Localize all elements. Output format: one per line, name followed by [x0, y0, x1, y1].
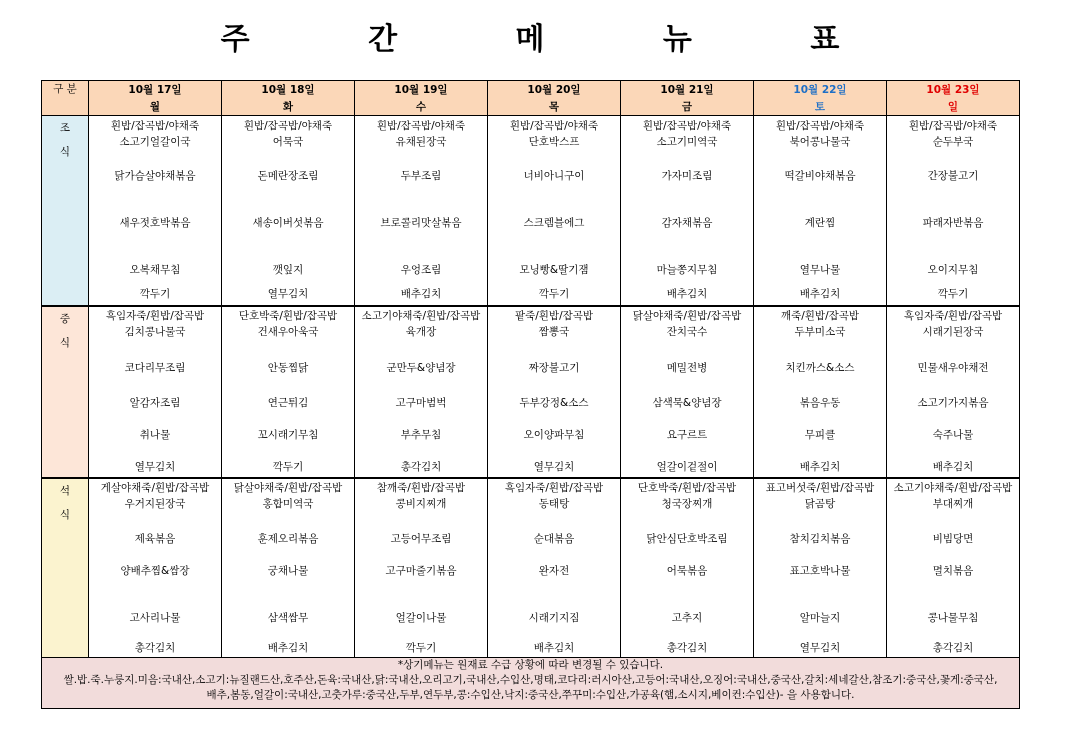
menu-item: 육개장 — [405, 326, 437, 338]
menu-item: 새우젓호박볶음 — [119, 217, 191, 229]
menu-item: 무피클 — [804, 429, 836, 441]
day-header — [222, 81, 355, 116]
menu-item: 소고기야채죽/흰밥/잡곡밥 — [361, 310, 481, 322]
menu-item: 너비아니구이 — [523, 170, 585, 182]
menu-item: 콩비지찌개 — [395, 498, 447, 510]
menu-item: 고추지 — [671, 612, 703, 624]
menu-item: 궁채나물 — [267, 565, 309, 577]
menu-item: 닭가슴살야채볶음 — [114, 170, 196, 182]
menu-item: 순두부국 — [932, 136, 974, 148]
menu-item: 닭곰탕 — [804, 498, 836, 510]
notice-line1: *상기메뉴는 원재료 수급 상황에 따라 변경될 수 있습니다. — [397, 659, 664, 671]
menu-item: 흰밥/잡곡밥/야채죽 — [642, 120, 732, 132]
menu-item: 총각김치 — [134, 642, 176, 654]
menu-cell — [887, 116, 1020, 307]
menu-item: 총각김치 — [400, 461, 442, 473]
menu-cell — [222, 116, 355, 307]
day-date: 10월 17일 — [128, 84, 182, 96]
menu-item: 두부강정&소스 — [519, 397, 589, 409]
menu-item: 얼갈이나물 — [395, 612, 447, 624]
notice-cell — [42, 658, 1020, 709]
notice-line3: 배추,봄동,얼갈이:국내산,고춧가루:중국산,두부,연두부,콩:수입산,낙지:중국산,쭈꾸미:수입산,가공육(햄,소시지,베이컨:수입산)- 을 사용합니다. — [206, 689, 855, 701]
menu-cell — [621, 478, 754, 658]
menu-item: 팥죽/흰밥/잡곡밥 — [514, 310, 594, 322]
menu-item: 참깨죽/흰밥/잡곡밥 — [376, 482, 466, 494]
menu-item: 열무김치 — [799, 642, 841, 654]
menu-item: 배추김치 — [799, 461, 841, 473]
menu-item: 열무김치 — [134, 461, 176, 473]
menu-item: 삼색쌈무 — [267, 612, 309, 624]
day-date: 10월 23일 — [926, 84, 980, 96]
menu-item: 배추김치 — [267, 642, 309, 654]
menu-cell — [355, 116, 488, 307]
menu-item: 배추김치 — [799, 288, 841, 300]
menu-item: 흑임자죽/흰밥/잡곡밥 — [105, 310, 205, 322]
menu-item: 깍두기 — [272, 461, 304, 473]
menu-cell — [222, 306, 355, 478]
menu-item: 멸치볶음 — [932, 565, 974, 577]
menu-item: 감자채볶음 — [661, 217, 713, 229]
menu-item: 홍합미역국 — [262, 498, 314, 510]
menu-item: 안동찜닭 — [267, 362, 309, 374]
menu-item: 얼갈이겉절이 — [656, 461, 718, 473]
menu-item: 짜장불고기 — [528, 362, 580, 374]
menu-item: 깻잎지 — [272, 264, 304, 276]
menu-item: 모닝빵&딸기잼 — [519, 264, 589, 276]
menu-item: 떡갈비야채볶음 — [784, 170, 856, 182]
menu-item: 브로콜리맛살볶음 — [380, 217, 462, 229]
menu-item: 흑임자죽/흰밥/잡곡밥 — [903, 310, 1003, 322]
menu-cell — [754, 116, 887, 307]
menu-cell — [488, 116, 621, 307]
menu-cell — [887, 306, 1020, 478]
menu-item: 소고기야채죽/흰밥/잡곡밥 — [893, 482, 1013, 494]
menu-item: 훈제오리볶음 — [257, 533, 319, 545]
menu-item: 배추김치 — [400, 288, 442, 300]
menu-cell — [621, 306, 754, 478]
menu-item: 부대찌개 — [932, 498, 974, 510]
menu-item: 열무나물 — [799, 264, 841, 276]
menu-item: 깨죽/흰밥/잡곡밥 — [780, 310, 860, 322]
menu-item: 북어콩나물국 — [789, 136, 851, 148]
menu-item: 어묵국 — [272, 136, 304, 148]
menu-item: 표고버섯죽/흰밥/잡곡밥 — [765, 482, 875, 494]
menu-item: 고사리나물 — [129, 612, 181, 624]
menu-item: 마늘쫑지무침 — [656, 264, 718, 276]
menu-item: 유채된장국 — [395, 136, 447, 148]
menu-item: 제육볶음 — [134, 533, 176, 545]
menu-cell — [754, 478, 887, 658]
menu-item: 두부미소국 — [794, 326, 846, 338]
menu-item: 배추김치 — [666, 288, 708, 300]
menu-item: 참치김치볶음 — [789, 533, 851, 545]
menu-cell — [488, 478, 621, 658]
menu-cell — [621, 116, 754, 307]
menu-item: 연근튀김 — [267, 397, 309, 409]
menu-item: 순대볶음 — [533, 533, 575, 545]
menu-item: 흰밥/잡곡밥/야채죽 — [908, 120, 998, 132]
menu-item: 취나물 — [139, 429, 171, 441]
day-date: 10월 18일 — [261, 84, 315, 96]
day-weekday: 수 — [415, 101, 427, 113]
menu-item: 게살야채죽/흰밥/잡곡밥 — [100, 482, 210, 494]
menu-item: 오복채무침 — [129, 264, 181, 276]
menu-item: 부추무침 — [400, 429, 442, 441]
page-title: 주 간 메 뉴 표 — [220, 22, 894, 57]
breakfast-label: 조 식 — [42, 116, 89, 307]
day-header — [621, 81, 754, 116]
menu-cell — [887, 478, 1020, 658]
menu-item: 시래기된장국 — [922, 326, 984, 338]
day-header — [488, 81, 621, 116]
day-weekday: 일 — [947, 101, 959, 113]
menu-item: 배추김치 — [533, 642, 575, 654]
menu-item: 간장불고기 — [927, 170, 979, 182]
menu-item: 배추김치 — [932, 461, 974, 473]
menu-item: 흰밥/잡곡밥/야채죽 — [376, 120, 466, 132]
menu-item: 숙주나물 — [932, 429, 974, 441]
lunch-row — [42, 306, 1020, 478]
menu-item: 소고기가지볶음 — [917, 397, 989, 409]
notice-row — [42, 658, 1020, 709]
menu-item: 가자미조림 — [661, 170, 713, 182]
menu-item: 알감자조림 — [129, 397, 181, 409]
weekly-menu-table — [41, 80, 1020, 709]
menu-item: 비빔당면 — [932, 533, 974, 545]
menu-item: 짬뽕국 — [538, 326, 570, 338]
menu-item: 꼬시래기무침 — [257, 429, 319, 441]
menu-item: 청국장찌개 — [661, 498, 713, 510]
menu-item: 닭안심단호박조림 — [646, 533, 728, 545]
menu-item: 단호박스프 — [528, 136, 580, 148]
menu-item: 볶음우동 — [799, 397, 841, 409]
menu-item: 동태탕 — [538, 498, 570, 510]
menu-item: 고구마줄기볶음 — [385, 565, 457, 577]
menu-item: 고구마범벅 — [395, 397, 447, 409]
menu-item: 표고호박나물 — [789, 565, 851, 577]
menu-item: 오이양파무침 — [523, 429, 585, 441]
menu-item: 흰밥/잡곡밥/야채죽 — [243, 120, 333, 132]
menu-item: 총각김치 — [666, 642, 708, 654]
menu-item: 우거지된장국 — [124, 498, 186, 510]
menu-cell — [222, 478, 355, 658]
menu-item: 두부조림 — [400, 170, 442, 182]
day-date: 10월 22일 — [793, 84, 847, 96]
dinner-row — [42, 478, 1020, 658]
menu-item: 김치콩나물국 — [124, 326, 186, 338]
day-weekday: 토 — [814, 101, 826, 113]
menu-item: 스크렘블에그 — [523, 217, 585, 229]
day-date: 10월 20일 — [527, 84, 581, 96]
menu-item: 치킨까스&소스 — [785, 362, 855, 374]
lunch-label: 중 식 — [42, 306, 89, 478]
menu-item: 흰밥/잡곡밥/야채죽 — [509, 120, 599, 132]
menu-item: 요구르트 — [666, 429, 708, 441]
menu-item: 잔치국수 — [666, 326, 708, 338]
menu-item: 닭살야채죽/흰밥/잡곡밥 — [233, 482, 343, 494]
menu-cell — [89, 478, 222, 658]
day-header — [754, 81, 887, 116]
menu-item: 깍두기 — [139, 288, 171, 300]
menu-item: 새송이버섯볶음 — [252, 217, 324, 229]
menu-item: 흰밥/잡곡밥/야채죽 — [775, 120, 865, 132]
menu-item: 총각김치 — [932, 642, 974, 654]
menu-item: 깍두기 — [405, 642, 437, 654]
menu-item: 양배추찜&쌈장 — [120, 565, 190, 577]
menu-item: 흰밥/잡곡밥/야채죽 — [110, 120, 200, 132]
dinner-label: 석 식 — [42, 478, 89, 658]
menu-item: 깍두기 — [937, 288, 969, 300]
menu-item: 깍두기 — [538, 288, 570, 300]
day-weekday: 월 — [149, 101, 161, 113]
menu-item: 돈메란장조림 — [257, 170, 319, 182]
menu-item: 메밀전병 — [666, 362, 708, 374]
menu-item: 콩나물무침 — [927, 612, 979, 624]
menu-item: 우엉조림 — [400, 264, 442, 276]
menu-item: 군만두&양념장 — [386, 362, 456, 374]
menu-item: 열무김치 — [533, 461, 575, 473]
menu-cell — [355, 478, 488, 658]
menu-item: 코다리무조림 — [124, 362, 186, 374]
menu-item: 단호박죽/흰밥/잡곡밥 — [637, 482, 737, 494]
menu-item: 계란찜 — [804, 217, 836, 229]
menu-cell — [488, 306, 621, 478]
day-weekday: 화 — [282, 101, 294, 113]
day-header — [355, 81, 488, 116]
day-weekday: 목 — [548, 101, 560, 113]
header-row — [42, 81, 1020, 116]
menu-item: 흑임자죽/흰밥/잡곡밥 — [504, 482, 604, 494]
day-date: 10월 19일 — [394, 84, 448, 96]
menu-item: 알마늘지 — [799, 612, 841, 624]
menu-cell — [754, 306, 887, 478]
breakfast-row — [42, 116, 1020, 307]
menu-cell — [89, 306, 222, 478]
menu-item: 열무김치 — [267, 288, 309, 300]
menu-cell — [89, 116, 222, 307]
menu-item: 소고기미역국 — [656, 136, 718, 148]
gubun-header: 구 분 — [42, 81, 89, 116]
day-weekday: 금 — [681, 101, 693, 113]
menu-item: 완자전 — [538, 565, 570, 577]
day-header — [89, 81, 222, 116]
menu-item: 소고기얼갈이국 — [119, 136, 191, 148]
day-date: 10월 21일 — [660, 84, 714, 96]
menu-item: 닭살야채죽/흰밥/잡곡밥 — [632, 310, 742, 322]
menu-cell — [355, 306, 488, 478]
menu-item: 건새우아욱국 — [257, 326, 319, 338]
menu-item: 파래자반볶음 — [922, 217, 984, 229]
day-header — [887, 81, 1020, 116]
menu-item: 고등어무조림 — [390, 533, 452, 545]
menu-item: 삼색묵&양념장 — [652, 397, 722, 409]
menu-item: 단호박죽/흰밥/잡곡밥 — [238, 310, 338, 322]
menu-item: 어묵볶음 — [666, 565, 708, 577]
menu-item: 오이지무침 — [927, 264, 979, 276]
menu-item: 시래기지짐 — [528, 612, 580, 624]
notice-line2: 쌀.밥.죽.누룽지.미음:국내산,소고기:뉴질랜드산,호주산,돈육:국내산,닭:국내산,오리고기,국내산,수입산,명태,코다리:러시아산,고등어:국내산,오징어:국내산,중국산,갈치:세네갈산,참조기:중국산,꽃게:중국산, — [63, 674, 998, 686]
menu-item: 민물새우야채전 — [917, 362, 989, 374]
